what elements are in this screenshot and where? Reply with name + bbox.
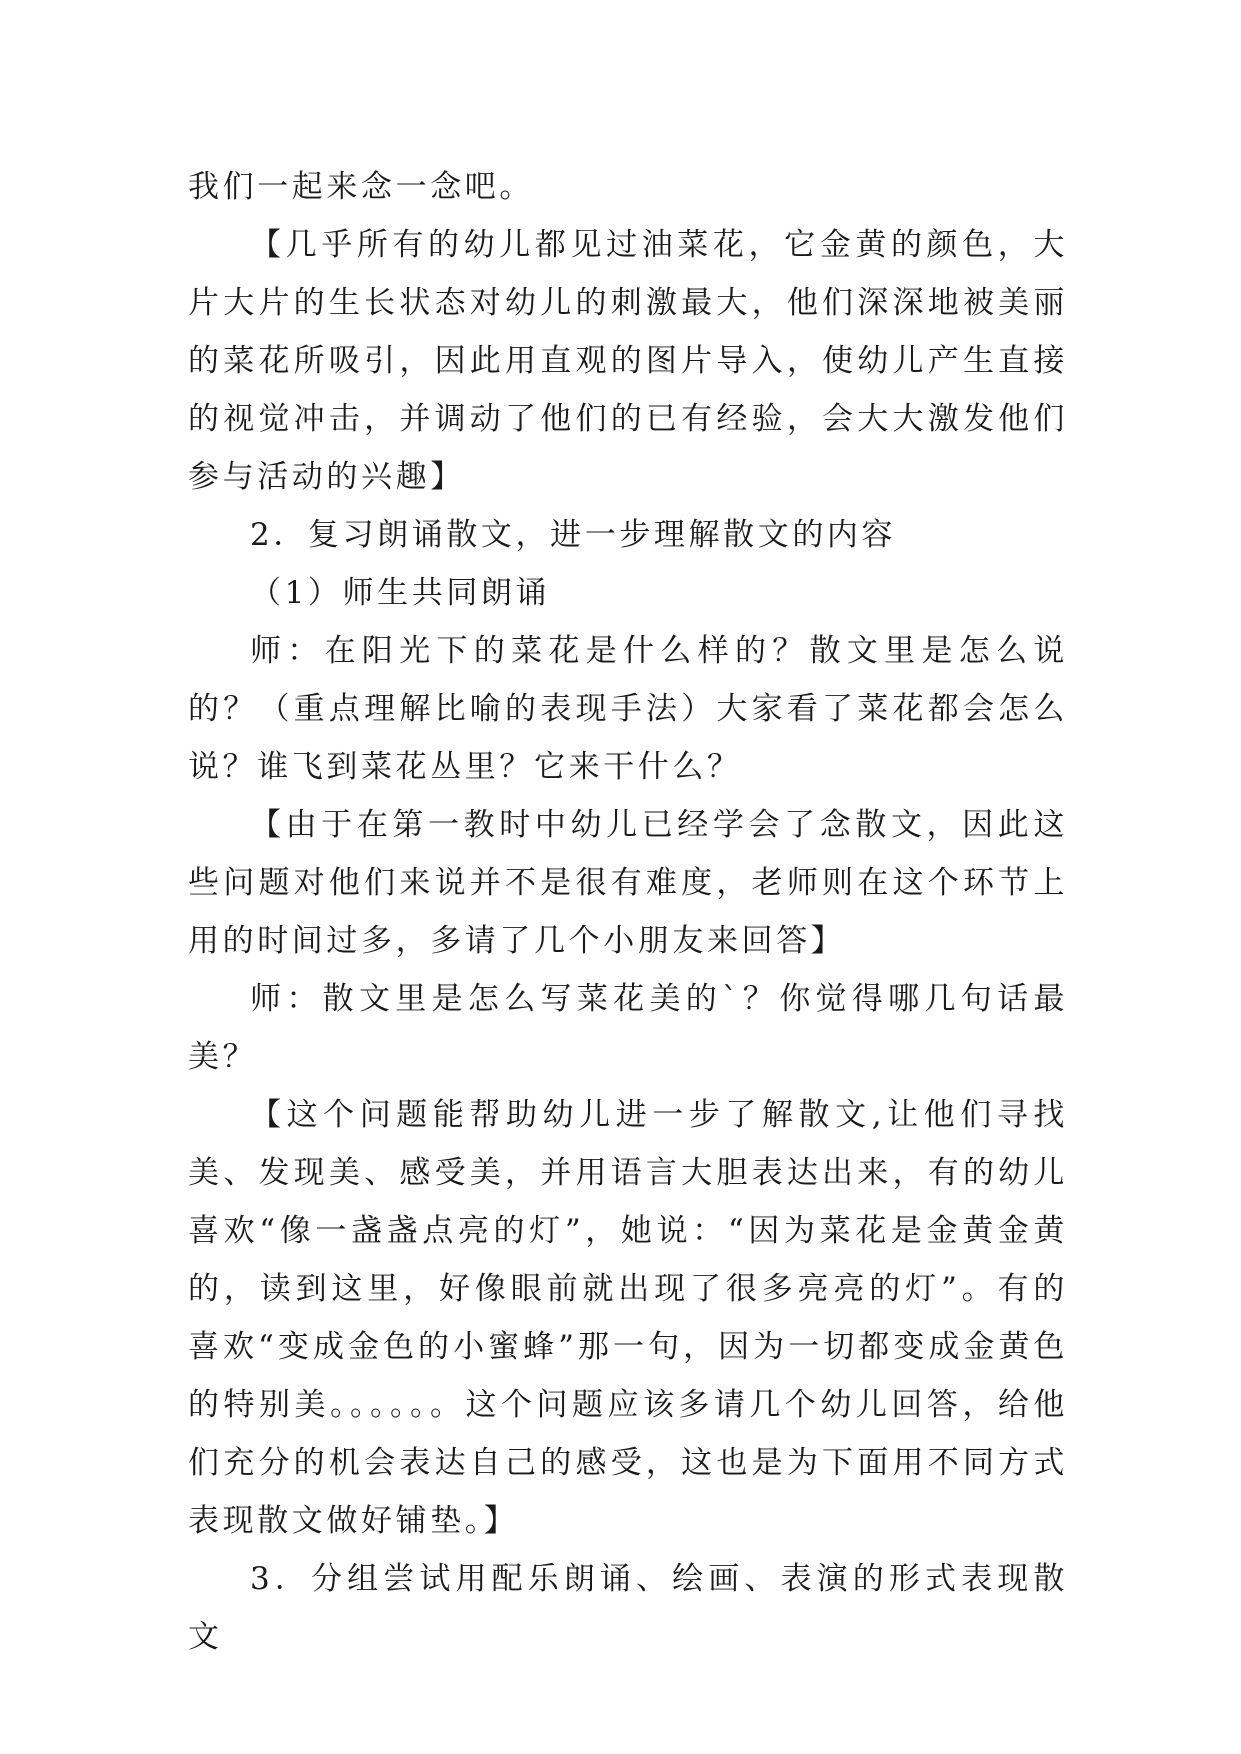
paragraph-teacher-questions: 师：在阳光下的菜花是什么样的？散文里是怎么说的？（重点理解比喻的表现手法）大家看了菜花都会怎么说？谁飞到菜花丛里？它来干什么？ [188, 633, 1068, 785]
paragraph-teacher-question-beauty: 师：散文里是怎么写菜花美的`？你觉得哪几句话最美？ [188, 981, 1068, 1075]
section-heading-3: 3．分组尝试用配乐朗诵、绘画、表演的形式表现散文 [188, 1561, 1068, 1655]
paragraph-note-beauty: 【这个问题能帮助幼儿进一步了解散文,让他们寻找美、发现美、感受美，并用语言大胆表达出来，有的幼儿喜欢“像一盏盏点亮的灯”，她说：“因为菜花是金黄金黄的，读到这里，好像眼前就出现了很多亮亮的灯”。有的喜欢“变成金色的小蜜蜂”那一句，因为一切都变成金黄色的特别美。。。。。。这个问题应该多请几个幼儿回答，给他们充分的机会表达自己的感受，这也是为下面用不同方式表现散文做好铺垫。】 [188, 1097, 1068, 1539]
paragraph-note-difficulty: 【由于在第一教时中幼儿已经学会了念散文，因此这些问题对他们来说并不是很有难度，老师则在这个环节上用的时间过多，多请了几个小朋友来回答】 [188, 807, 1068, 959]
document-body [188, 158, 1068, 1666]
paragraph-continuation: 我们一起来念一念吧。 [188, 169, 534, 205]
subsection-heading-1: （1）师生共同朗诵 [250, 575, 551, 611]
section-heading-2: 2．复习朗诵散文，进一步理解散文的内容 [250, 517, 897, 553]
paragraph-note-interest: 【几乎所有的幼儿都见过油菜花，它金黄的颜色，大片大片的生长状态对幼儿的刺激最大，他们深深地被美丽的菜花所吸引，因此用直观的图片导入，使幼儿产生直接的视觉冲击，并调动了他们的已有经验，会大大激发他们参与活动的兴趣】 [188, 227, 1068, 495]
